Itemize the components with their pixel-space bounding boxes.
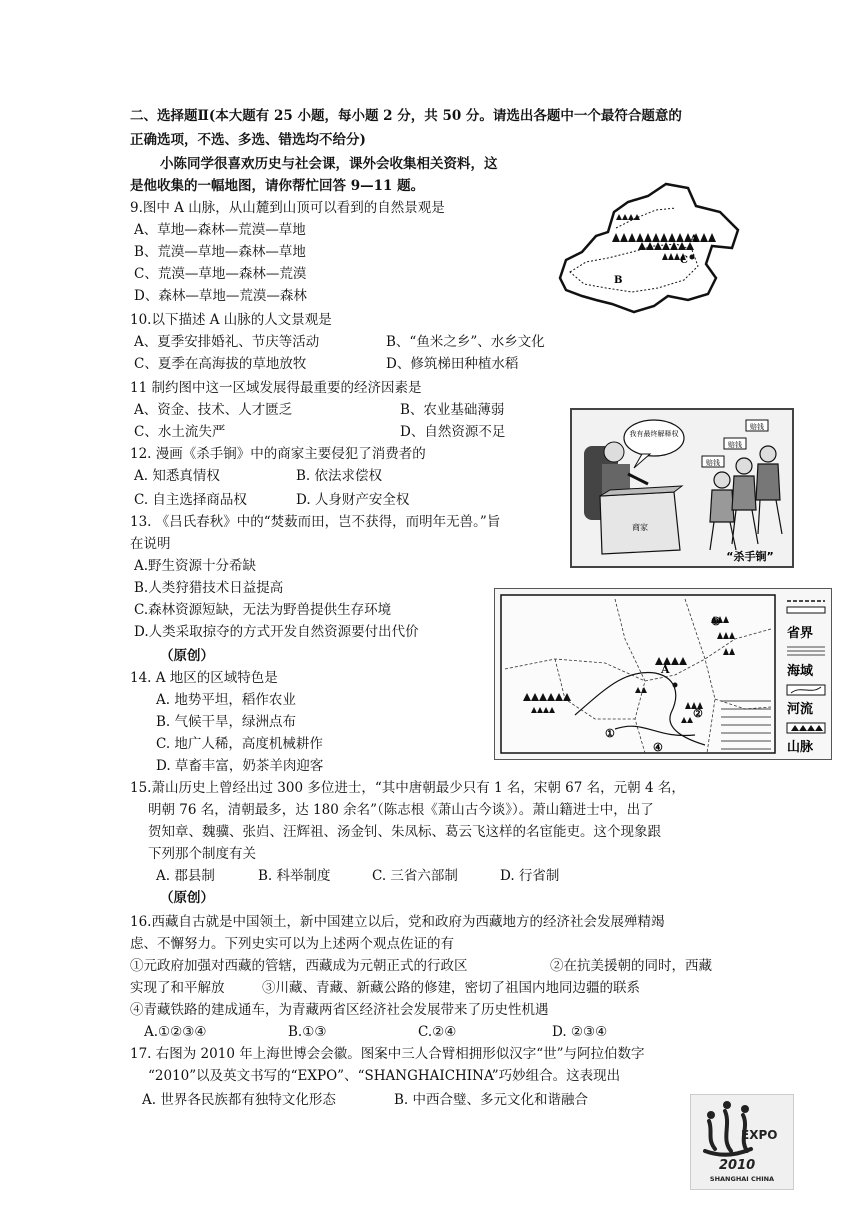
q15-option-b: B. 科举制度 (258, 868, 331, 884)
q11-option-d: D、自然资源不足 (400, 424, 506, 440)
map-label-a: A (690, 234, 698, 245)
map-label-b: B (614, 275, 623, 286)
q13-option-a: A.野生资源十分希缺 (134, 558, 257, 574)
legend-sea: 海域 (787, 664, 814, 679)
q14-option-a: A. 地势平坦，稻作农业 (156, 692, 296, 708)
legend-river: 河流 (787, 702, 814, 717)
logo-figure-stroke-2 (725, 1111, 731, 1151)
q13-stem-line2: 在说明 (130, 536, 171, 552)
cartoon-tag-1: 赔钱 (750, 423, 764, 431)
cartoon-tag-2: 赔钱 (728, 441, 742, 449)
q12-option-b: B. 依法求偿权 (296, 468, 383, 484)
cartoon-caption: “杀手锏” (726, 550, 774, 563)
q13-stem-line1: 13. 《吕氏春秋》中的“焚薮而田，岂不获得，而明年无兽。”旨 (130, 514, 501, 530)
q14-option-c: C. 地广人稀，高度机械耕作 (156, 736, 323, 752)
q16-option-d: D. ②③④ (552, 1024, 608, 1040)
intro-line1: 小陈同学很喜欢历史与社会课，课外会收集相关资料，这 (160, 156, 498, 172)
logo-figure-stroke-1 (709, 1121, 715, 1149)
region-map-num-4: ④ (653, 741, 663, 754)
q15-option-d: D. 行省制 (500, 868, 560, 884)
q9-stem: 9.图中 A 山脉，从山麓到山顶可以看到的自然景观是 (130, 200, 445, 216)
q16-line3a: ①元政府加强对西藏的管辖，西藏成为元朝正式的行政区 (130, 958, 468, 974)
q15-line2: 明朝 76 名，清朝最多，达 180 余名”（陈志根《萧山古今谈》）。萧山籍进士中，出了 (148, 802, 654, 818)
legend-mountain: 山脉 (787, 740, 814, 755)
q16-option-c: C.②④ (418, 1024, 457, 1040)
q10-option-d: D、修筑梯田种植水稻 (386, 356, 519, 372)
q17-option-a: A. 世界各民族都有独特文化形态 (142, 1092, 336, 1108)
intro-line2: 是他收集的一幅地图，请你帮忙回答 9—11 题。 (130, 178, 425, 194)
logo-year-text: 2010 (719, 1158, 756, 1173)
q16-line4b: ③川藏、青藏、新藏公路的修建，密切了祖国内地同边疆的联系 (262, 980, 640, 996)
q12-option-a: A. 知悉真情权 (134, 468, 220, 484)
q13-option-b: B.人类狩猎技术日益提高 (134, 580, 284, 596)
q11-option-b: B、农业基础薄弱 (400, 402, 505, 418)
q12-option-c: C. 自主选择商品权 (134, 492, 247, 508)
q14-option-d: D. 草畜丰富，奶茶羊肉迎客 (156, 758, 324, 774)
region-map-num-3: ③ (711, 615, 721, 628)
q16-option-b: B.①③ (288, 1024, 327, 1040)
q12-stem: 12. 漫画《杀手锏》中的商家主要侵犯了消费者的 (130, 446, 426, 462)
q9-option-d: D、森林—草地—荒漠—森林 (134, 288, 307, 304)
q9-option-c: C、荒漠—草地—森林—荒漠 (134, 266, 307, 282)
logo-expo-text: EXPO (741, 1128, 778, 1142)
q14-option-b: B. 气候干旱，绿洲点布 (156, 714, 297, 730)
q16-line3b: ②在抗美援朝的同时，西藏 (550, 958, 712, 974)
q12-option-d: D. 人身财产安全权 (296, 492, 410, 508)
expo-logo-figure (690, 1094, 794, 1190)
region-map-figure (494, 588, 832, 760)
original-tag: （原创） (160, 890, 214, 906)
q10-option-b: B、“鱼米之乡”、水乡文化 (386, 334, 545, 350)
cartoon-desk-label: 商家 (632, 523, 648, 532)
legend-province-border: 省界 (787, 626, 814, 641)
q14-stem: 14. A 地区的区域特色是 (130, 670, 278, 686)
region-map-num-2: ② (693, 707, 703, 720)
q9-option-a: A、草地—森林—荒漠—草地 (134, 222, 306, 238)
q17-line2: “2010”以及英文书写的“EXPO”、“SHANGHAICHINA”巧妙组合。这表现出 (148, 1068, 621, 1084)
q15-line4: 下列那个制度有关 (148, 846, 256, 862)
map-region-figure (556, 182, 742, 322)
cartoon-tag-3: 赔钱 (706, 459, 720, 467)
region-map-num-1: ① (605, 727, 615, 740)
original-tag: （原创） (160, 648, 214, 664)
q11-stem: 11 制约图中这一区域发展得最重要的经济因素是 (130, 380, 422, 396)
q15-line3: 贺知章、魏骥、张岿、汪辉祖、汤金钊、朱凤标、葛云飞这样的名宦能吏。这个现象跟 (148, 824, 661, 840)
q16-line5: ④青藏铁路的建成通车，为青藏两省区经济社会发展带来了历史性机遇 (130, 1002, 549, 1018)
cartoon-figure (570, 408, 794, 568)
q11-option-c: C、水土流失严 (134, 424, 226, 440)
section-heading-line2: 正确选项，不选、多选、错选均不给分) (130, 132, 366, 148)
q16-line4a: 实现了和平解放 (130, 980, 225, 996)
region-map-label-a: A (661, 663, 670, 676)
q15-option-c: C. 三省六部制 (372, 868, 458, 884)
q17-option-b: B. 中西合璧、多元文化和谐融合 (394, 1092, 589, 1108)
q10-stem: 10.以下描述 A 山脉的人文景观是 (130, 312, 332, 328)
q10-option-a: A、夏季安排婚礼、节庆等活动 (134, 334, 320, 350)
map-label-c: C (680, 255, 688, 266)
q9-option-b: B、荒漠—草地—森林—草地 (134, 244, 306, 260)
section-heading-line1: 二、选择题Ⅱ(本大题有 25 小题，每小题 2 分，共 50 分。请选出各题中一个最符合题意的 (130, 108, 682, 124)
q16-line2: 虑、不懈努力。下列史实可以为上述两个观点佐证的有 (130, 936, 454, 952)
q16-line1: 16.西藏自古就是中国领土，新中国建立以后，党和政府为西藏地方的经济社会发展殚精竭 (130, 914, 665, 930)
q16-option-a: A.①②③④ (144, 1024, 207, 1040)
q13-option-c: C.森林资源短缺，无法为野兽提供生存环境 (134, 602, 392, 618)
cartoon-bubble-text: 我有最终解释权 (629, 430, 679, 438)
q13-option-d: D.人类采取掠夺的方式开发自然资源要付出代价 (134, 624, 419, 640)
logo-shanghai-text: SHANGHAI CHINA (709, 1175, 775, 1183)
q10-option-c: C、夏季在高海拔的草地放牧 (134, 356, 307, 372)
q15-line1: 15.萧山历史上曾经出过 300 多位进士，“其中唐朝最少只有 1 名，宋朝 67 名，元朝 4 名， (130, 780, 685, 796)
q17-line1: 17. 右图为 2010 年上海世博会会徽。图案中三人合臂相拥形似汉字“世”与阿拉伯数字 (130, 1046, 645, 1062)
q15-option-a: A. 郡县制 (156, 868, 215, 884)
q11-option-a: A、资金、技术、人才匮乏 (134, 402, 293, 418)
